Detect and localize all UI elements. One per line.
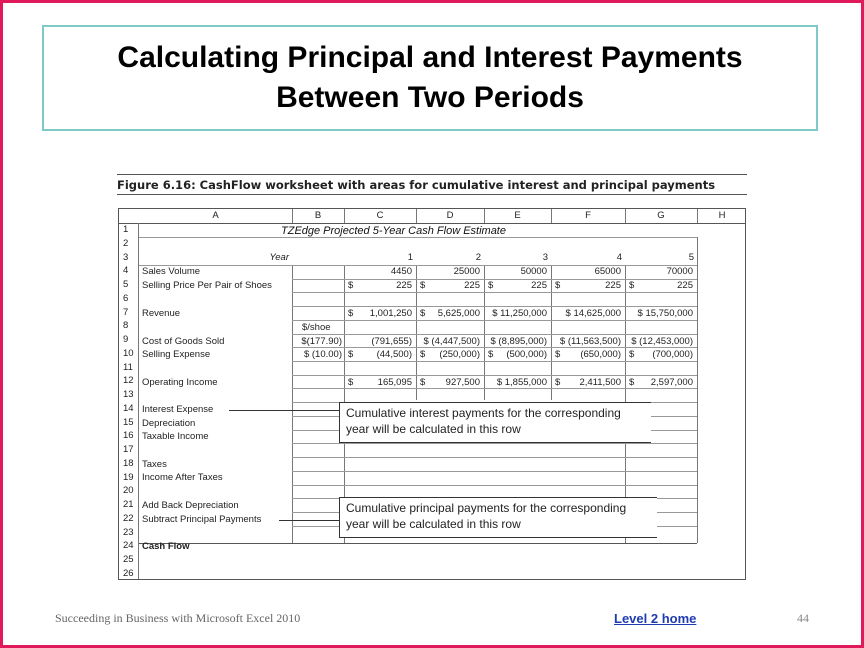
label-subtract-principal[interactable]: Subtract Principal Payments <box>142 514 262 525</box>
label-revenue[interactable]: Revenue <box>142 308 181 319</box>
cell-price-4[interactable]: 225 <box>605 280 621 291</box>
dollar-sign: $ <box>348 349 354 360</box>
year-3[interactable]: 3 <box>542 252 548 263</box>
cell-price-5[interactable]: 225 <box>677 280 693 291</box>
level-2-home-link[interactable]: Level 2 home <box>614 611 697 626</box>
cell-sales_volume-2[interactable]: 25000 <box>453 266 480 277</box>
cell-operating-3[interactable]: $ 1,855,000 <box>496 377 547 388</box>
row-number[interactable]: 18 <box>123 457 134 469</box>
grid-v <box>416 209 417 223</box>
row-number[interactable]: 25 <box>123 554 134 565</box>
row-number[interactable]: 15 <box>123 416 134 428</box>
interest-callout: Cumulative interest payments for the corresponding year will be calculated in this row <box>339 402 651 443</box>
dollar-sign: $ <box>629 280 635 291</box>
cell-sales_volume-4[interactable]: 65000 <box>594 266 621 277</box>
cell-cogs-1[interactable]: (791,655) <box>371 336 412 347</box>
grid-v <box>697 209 698 223</box>
cell-cogs-2[interactable]: $ (4,447,500) <box>423 336 480 347</box>
grid-h <box>292 443 697 444</box>
row-number[interactable]: 23 <box>123 526 134 538</box>
row-number[interactable]: 17 <box>123 444 134 455</box>
cell-selling-4[interactable]: (650,000) <box>580 349 621 360</box>
label-cogs[interactable]: Cost of Goods Sold <box>142 336 225 347</box>
label-taxable-income[interactable]: Taxable Income <box>142 431 209 442</box>
caption-rule-top <box>117 174 747 175</box>
row-number[interactable]: 3 <box>123 251 129 263</box>
cell-operating-4[interactable]: 2,411,500 <box>579 377 621 388</box>
page-number: 44 <box>797 611 809 625</box>
label-add-back-depreciation[interactable]: Add Back Depreciation <box>142 500 239 511</box>
grid-v <box>697 237 698 543</box>
grid-h <box>139 237 697 238</box>
row-number[interactable]: 14 <box>123 402 134 414</box>
label-sales-volume[interactable]: Sales Volume <box>142 266 201 277</box>
col-a-header[interactable]: A <box>212 210 219 221</box>
grid-h <box>292 375 697 376</box>
interest-leader-line <box>229 410 339 411</box>
row-number[interactable]: 21 <box>123 499 134 510</box>
cell-revenue-2[interactable]: 5,625,000 <box>437 308 480 319</box>
dollar-sign: $ <box>488 349 494 360</box>
year-label[interactable]: Year <box>269 252 289 263</box>
grid-h <box>292 457 697 458</box>
cell-selling-1[interactable]: (44,500) <box>376 349 412 360</box>
grid-v <box>484 209 485 223</box>
grid-v <box>551 209 552 223</box>
row-number[interactable]: 20 <box>123 485 134 497</box>
cell-b10[interactable]: $ (10.00) <box>303 349 342 360</box>
grid-h <box>139 543 697 544</box>
cell-selling-2[interactable]: (250,000) <box>439 349 480 360</box>
grid-h <box>292 292 697 293</box>
label-price[interactable]: Selling Price Per Pair of Shoes <box>142 280 272 291</box>
title-box <box>42 25 818 131</box>
dollar-sign: $ <box>488 280 494 291</box>
grid-h <box>292 471 697 472</box>
label-selling-expense[interactable]: Selling Expense <box>142 349 211 360</box>
grid-h <box>292 306 697 307</box>
cell-revenue-4[interactable]: $ 14,625,000 <box>565 308 621 319</box>
cell-sales_volume-5[interactable]: 70000 <box>666 266 693 277</box>
grid-h <box>292 485 697 486</box>
col-c-header[interactable]: C <box>376 210 384 221</box>
row-number[interactable]: 6 <box>123 292 129 304</box>
row-number[interactable]: 12 <box>123 375 134 387</box>
cell-cogs-3[interactable]: $ (8,895,000) <box>490 336 547 347</box>
col-g-header[interactable]: G <box>657 210 665 221</box>
caption-rule-bottom <box>117 194 747 195</box>
principal-leader-line <box>279 520 339 521</box>
cell-b9[interactable]: $(177.90) <box>301 336 342 347</box>
cell-revenue-5[interactable]: $ 15,750,000 <box>637 308 693 319</box>
cell-cogs-5[interactable]: $ (12,453,000) <box>631 336 693 347</box>
row-number[interactable]: 5 <box>123 279 129 290</box>
grid-v <box>292 209 293 223</box>
row-number[interactable]: 24 <box>123 540 134 552</box>
row-number[interactable]: 11 <box>123 361 133 373</box>
figure-caption: Figure 6.16: CashFlow worksheet with areas for cumulative interest and principal payments <box>117 178 716 192</box>
dollar-sign: $ <box>420 308 426 319</box>
dollar-sign: $ <box>348 377 354 388</box>
column-header-row <box>119 209 746 224</box>
cell-selling-3[interactable]: (500,000) <box>506 349 547 360</box>
label-interest-expense[interactable]: Interest Expense <box>142 404 214 415</box>
row-number[interactable]: 4 <box>123 265 129 277</box>
year-5[interactable]: 5 <box>688 252 694 263</box>
cell-revenue-1[interactable]: 1,001,250 <box>369 308 412 319</box>
row-number[interactable]: 10 <box>123 347 134 359</box>
sheet-title[interactable]: TZEdge Projected 5-Year Cash Flow Estimate <box>281 225 506 237</box>
cell-operating-1[interactable]: 165,095 <box>377 377 412 388</box>
cell-cogs-4[interactable]: $ (11,563,500) <box>559 336 621 347</box>
year-2[interactable]: 2 <box>475 252 481 263</box>
dollar-sign: $ <box>555 349 561 360</box>
col-d-header[interactable]: D <box>446 210 454 221</box>
row-number[interactable]: 7 <box>123 306 129 318</box>
grid-v <box>344 209 345 223</box>
dollar-sign: $ <box>555 377 561 388</box>
label-taxes[interactable]: Taxes <box>142 459 167 470</box>
grid-h <box>292 334 697 335</box>
row-number[interactable]: 8 <box>123 320 129 332</box>
principal-callout: Cumulative principal payments for the corresponding year will be calculated in this row <box>339 497 657 538</box>
grid-h <box>292 320 697 321</box>
dollar-sign: $ <box>420 377 426 388</box>
row-number[interactable]: 1 <box>123 224 129 235</box>
label-operating-income[interactable]: Operating Income <box>142 377 218 388</box>
cell-b8[interactable]: $/shoe <box>302 322 331 333</box>
grid-h <box>292 361 697 362</box>
cell-operating-2[interactable]: 927,500 <box>445 377 480 388</box>
dollar-sign: $ <box>420 349 426 360</box>
cell-sales_volume-1[interactable]: 4450 <box>390 266 412 277</box>
row-number[interactable]: 19 <box>123 471 134 483</box>
label-income-after-taxes[interactable]: Income After Taxes <box>142 472 223 483</box>
slide-title: Calculating Principal and Interest Payments Between Two Periods <box>117 41 743 114</box>
cell-selling-5[interactable]: (700,000) <box>652 349 693 360</box>
label-depreciation[interactable]: Depreciation <box>142 418 196 429</box>
label-cash-flow[interactable]: Cash Flow <box>142 541 190 552</box>
dollar-sign: $ <box>348 308 354 319</box>
col-b-header[interactable]: B <box>314 210 322 221</box>
col-f-header[interactable]: F <box>585 210 591 221</box>
col-h-header[interactable]: H <box>718 210 726 221</box>
row-number[interactable]: 9 <box>123 334 129 345</box>
cell-sales_volume-3[interactable]: 50000 <box>520 266 547 277</box>
row-number[interactable]: 22 <box>123 512 134 524</box>
dollar-sign: $ <box>348 280 354 291</box>
row-number[interactable]: 2 <box>123 237 129 249</box>
grid-v <box>625 209 626 223</box>
row-number[interactable]: 13 <box>123 389 134 400</box>
row-number[interactable]: 26 <box>123 567 134 579</box>
footer-course-title: Succeeding in Business with Microsoft Excel 2010 <box>55 611 301 625</box>
cell-price-1[interactable]: 225 <box>396 280 412 291</box>
year-4[interactable]: 4 <box>616 252 622 263</box>
row-number[interactable]: 16 <box>123 430 134 442</box>
dollar-sign: $ <box>555 280 561 291</box>
col-e-header[interactable]: E <box>514 210 521 221</box>
dollar-sign: $ <box>629 349 635 360</box>
cell-revenue-3[interactable]: $ 11,250,000 <box>492 308 547 319</box>
dollar-sign: $ <box>629 377 635 388</box>
year-1[interactable]: 1 <box>407 252 413 263</box>
dollar-sign: $ <box>420 280 426 291</box>
cell-operating-5[interactable]: 2,597,000 <box>650 377 693 388</box>
cell-price-2[interactable]: 225 <box>464 280 480 291</box>
cell-price-3[interactable]: 225 <box>531 280 547 291</box>
